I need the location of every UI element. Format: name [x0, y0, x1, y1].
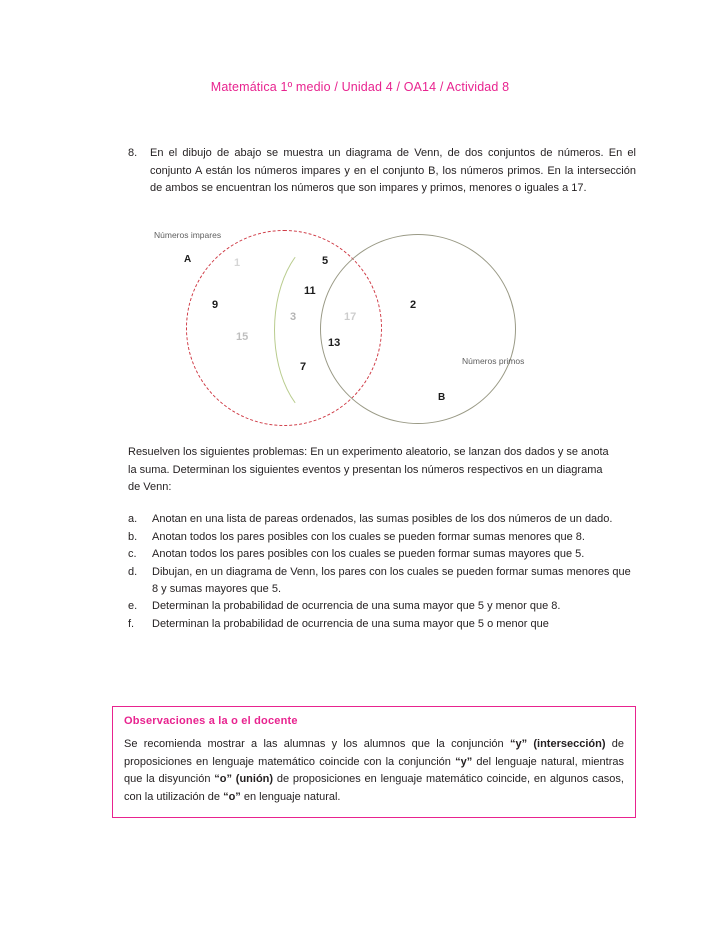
task-text: Anotan en una lista de pareas ordenados, las sumas posibles de los dos números de un dado. [152, 513, 613, 525]
task-letter: d. [128, 565, 138, 578]
task-letter: e. [128, 600, 138, 612]
venn-number: 3 [290, 311, 297, 323]
observations-text: de proposiciones en lenguaje matemático coincide, en algunos casos, con la utilización de [124, 773, 624, 803]
venn-number: 9 [212, 299, 219, 311]
intro-paragraph: Resuelven los siguientes problemas: En un experimento aleatorio, se lanzan dos dados y se anota la suma. Determinan los siguientes eventos y presentan los números respectivos en un diagrama de Venn: [128, 446, 609, 493]
task-letter: b. [128, 530, 138, 543]
task-text: Determinan la probabilidad de ocurrencia de una suma mayor que 5 o menor que [152, 617, 549, 630]
task-text: Determinan la probabilidad de ocurrencia de una suma mayor que 5 y menor que 8. [152, 600, 561, 612]
task-item [128, 529, 636, 546]
observations-emphasis: “o” [223, 790, 241, 803]
observations-text: Se recomienda mostrar a las alumnas y los alumnos que la conjunción [124, 738, 510, 750]
task-letter: a. [128, 513, 138, 525]
venn-number: 7 [300, 361, 307, 373]
venn-number: 1 [234, 257, 241, 269]
question-text: En el dibujo de abajo se muestra un diagrama de Venn, de dos conjuntos de números. En el conjunto A están los números impares y en el conjunto B, los números primos. En la intersección de ambos se encuentran los números que son impares y primos, menores o iguales a 17. [150, 147, 636, 194]
task-item [128, 564, 636, 598]
task-item [128, 511, 636, 528]
task-text: Dibujan, en un diagrama de Venn, los pares con los cuales se pueden formar sumas menores que 8 y sumas mayores que 5. [152, 565, 631, 595]
observations-text: del lenguaje natural, mientras que la disyunción [124, 755, 624, 785]
observations-text: en lenguaje natural. [240, 790, 341, 803]
venn-number: 17 [344, 311, 357, 323]
observations-emphasis: “y” [455, 755, 473, 768]
observations-text: de proposiciones en lenguaje matemático coincide con la conjunción [124, 738, 624, 768]
venn-set-a-label: Números impares [154, 230, 222, 240]
task-item [128, 616, 636, 633]
observations-body [124, 736, 624, 806]
venn-number: 15 [236, 331, 249, 343]
task-list [128, 511, 636, 633]
task-item [128, 546, 636, 563]
venn-number: 5 [322, 255, 329, 267]
venn-set-b-letter: B [438, 392, 446, 403]
venn-number: 2 [410, 299, 417, 311]
question-block [128, 145, 636, 198]
venn-number: 11 [304, 285, 316, 297]
observations-emphasis: “y” (intersección) [509, 738, 606, 750]
task-letter: c. [128, 548, 137, 560]
venn-inner-arc [274, 236, 386, 424]
venn-diagram [140, 222, 540, 422]
task-item [128, 598, 636, 615]
document-header-title: Matemática 1º medio / Unidad 4 / OA14 / Actividad 8 [210, 80, 510, 94]
venn-set-a-letter: A [184, 254, 192, 265]
task-text: Anotan todos los pares posibles con los cuales se pueden formar sumas mayores que 5. [152, 548, 585, 560]
task-text: Anotan todos los pares posibles con los cuales se pueden formar sumas menores que 8. [152, 530, 585, 543]
observations-title: Observaciones a la o el docente [124, 715, 298, 727]
venn-set-b-label: Números primos [462, 356, 525, 366]
task-letter: f. [128, 617, 135, 630]
observations-emphasis: “o” (unión) [214, 773, 274, 785]
observations-box [112, 706, 636, 818]
venn-number: 13 [328, 337, 341, 349]
question-number: 8. [128, 147, 138, 159]
